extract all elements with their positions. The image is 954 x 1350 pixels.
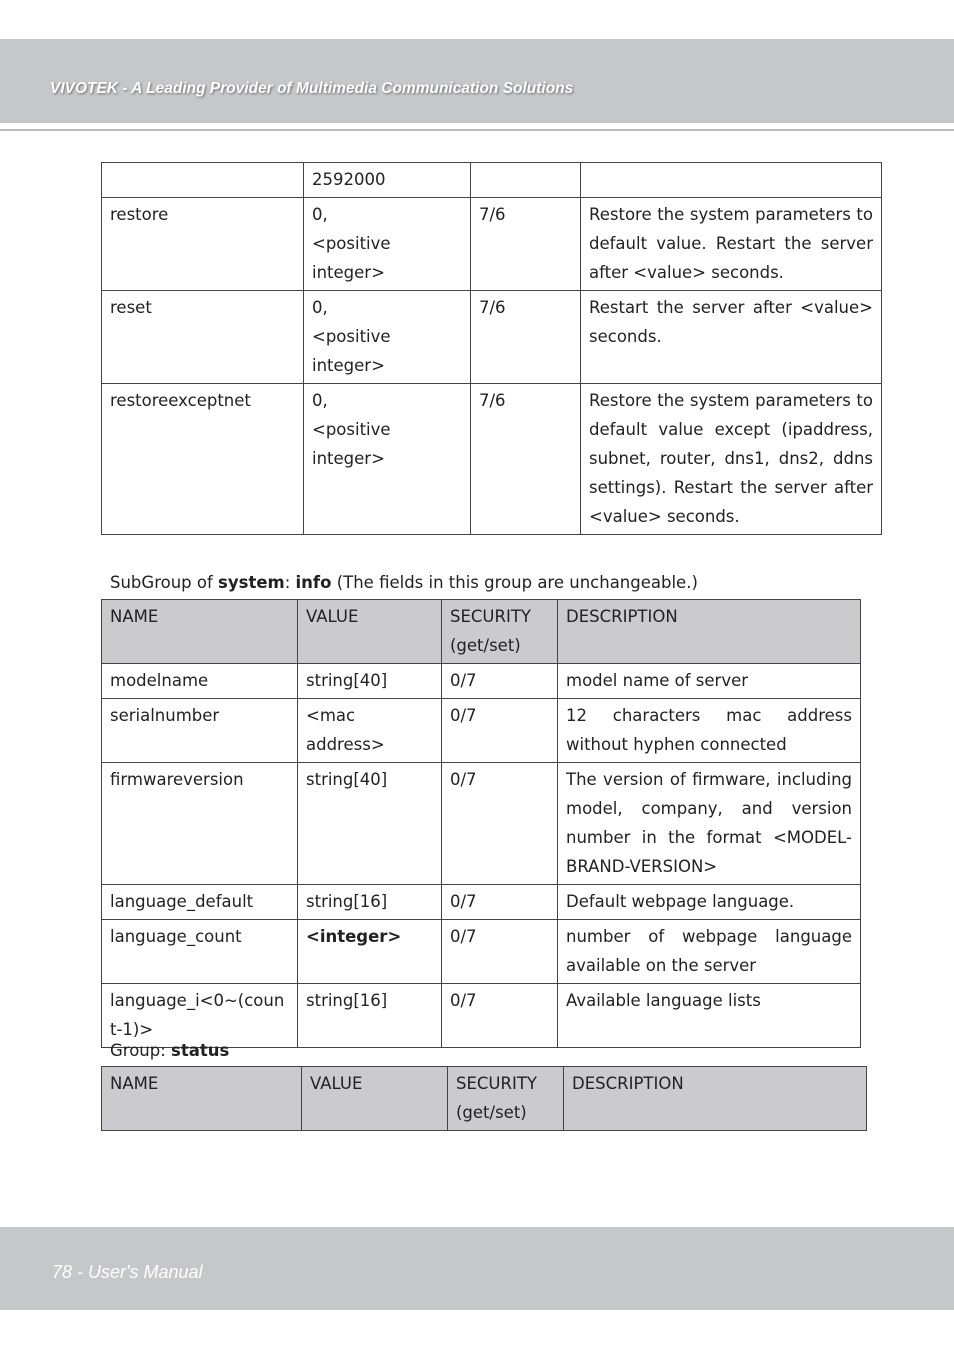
- param-security: [471, 163, 581, 198]
- param-description: Available language lists: [558, 984, 861, 1048]
- param-description: The version of firmware, including model, company, and version number in the format <MODEL-BRAND-VERSION>: [558, 763, 861, 885]
- table-row: [102, 384, 882, 535]
- param-description: Restore the system parameters to default value except (ipaddress, subnet, router, dns1, dns2, ddns settings). Restart the server after <value> seconds.: [581, 384, 882, 535]
- caption-prefix: Group:: [110, 1041, 172, 1060]
- header-value: VALUE: [302, 1067, 448, 1131]
- param-security: 0/7: [442, 920, 558, 984]
- page-footer: 78 - User's Manual: [52, 1262, 203, 1282]
- caption-group: status: [171, 1041, 230, 1060]
- header-rule: [0, 129, 954, 131]
- param-name: serialnumber: [102, 699, 298, 763]
- param-value: string[16]: [298, 885, 442, 920]
- header-title: VIVOTEK - A Leading Provider of Multimedia Communication Solutions: [50, 80, 574, 97]
- param-security: 7/6: [471, 384, 581, 535]
- info-params-table: [101, 599, 861, 1048]
- param-value: 0, <positive integer>: [304, 384, 471, 535]
- status-group-caption: [110, 1041, 229, 1060]
- table-row: [102, 163, 882, 198]
- param-security: 0/7: [442, 699, 558, 763]
- param-name: restoreexceptnet: [102, 384, 304, 535]
- header-description: DESCRIPTION: [558, 600, 861, 664]
- param-name: language_i<0~(count-1)>: [102, 984, 298, 1048]
- param-value: 0, <positive integer>: [304, 198, 471, 291]
- param-value: string[16]: [298, 984, 442, 1048]
- param-name: restore: [102, 198, 304, 291]
- table-row: [102, 291, 882, 384]
- param-name: firmwareversion: [102, 763, 298, 885]
- header-security: SECURITY (get/set): [448, 1067, 564, 1131]
- header-security: SECURITY (get/set): [442, 600, 558, 664]
- param-security: 0/7: [442, 885, 558, 920]
- info-subgroup-caption: [110, 573, 698, 592]
- caption-prefix: SubGroup of: [110, 573, 219, 592]
- param-value: 0, <positive integer>: [304, 291, 471, 384]
- param-value: <mac address>: [298, 699, 442, 763]
- param-description: Restore the system parameters to default value. Restart the server after <value> seconds.: [581, 198, 882, 291]
- system-params-table: [101, 162, 882, 535]
- caption-note: (The fields in this group are unchangeable.): [331, 573, 698, 592]
- caption-group: system: [218, 573, 285, 592]
- table-row: [102, 920, 861, 984]
- param-security: 7/6: [471, 198, 581, 291]
- table-row: [102, 984, 861, 1048]
- caption-separator: :: [284, 573, 296, 592]
- table-header-row: [102, 1067, 867, 1131]
- param-name: modelname: [102, 664, 298, 699]
- table-row: [102, 699, 861, 763]
- param-description: 12 characters mac address without hyphen connected: [558, 699, 861, 763]
- param-value: <integer>: [298, 920, 442, 984]
- param-name: language_default: [102, 885, 298, 920]
- param-security: 7/6: [471, 291, 581, 384]
- param-name: [102, 163, 304, 198]
- param-description: [581, 163, 882, 198]
- param-description: number of webpage language available on the server: [558, 920, 861, 984]
- table-row: [102, 198, 882, 291]
- header-name: NAME: [102, 600, 298, 664]
- param-security: 0/7: [442, 984, 558, 1048]
- param-name: language_count: [102, 920, 298, 984]
- header-description: DESCRIPTION: [564, 1067, 867, 1131]
- param-description: model name of server: [558, 664, 861, 699]
- param-value: 2592000: [304, 163, 471, 198]
- param-description: Restart the server after <value> seconds.: [581, 291, 882, 384]
- param-name: reset: [102, 291, 304, 384]
- param-value: string[40]: [298, 763, 442, 885]
- table-row: [102, 664, 861, 699]
- table-row: [102, 885, 861, 920]
- param-security: 0/7: [442, 664, 558, 699]
- table-row: [102, 763, 861, 885]
- status-params-table: [101, 1066, 867, 1131]
- param-value: string[40]: [298, 664, 442, 699]
- param-description: Default webpage language.: [558, 885, 861, 920]
- caption-subgroup: info: [295, 573, 332, 592]
- param-security: 0/7: [442, 763, 558, 885]
- header-value: VALUE: [298, 600, 442, 664]
- header-name: NAME: [102, 1067, 302, 1131]
- table-header-row: [102, 600, 861, 664]
